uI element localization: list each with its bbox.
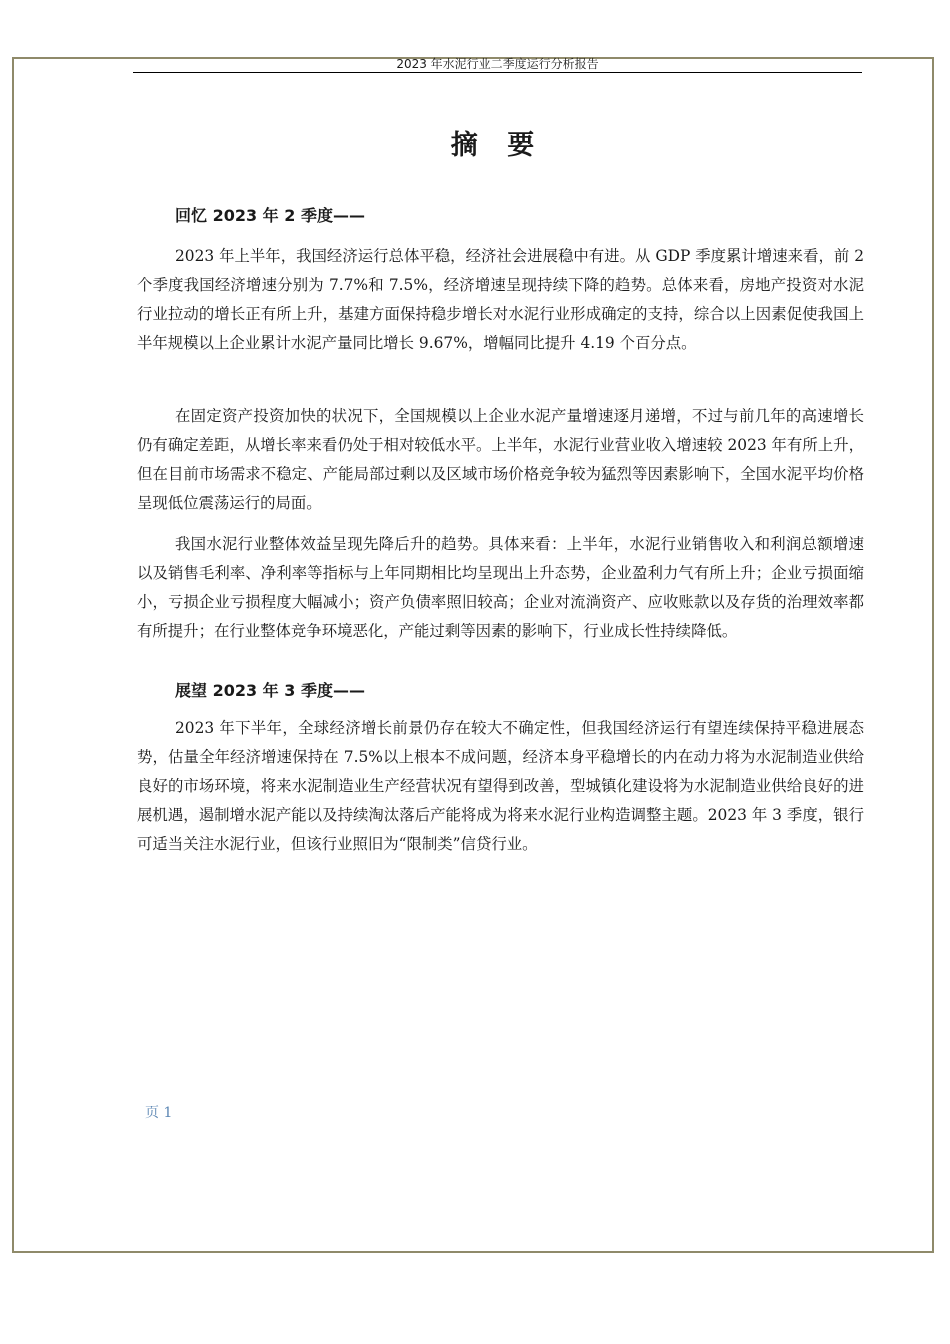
section-heading-outlook: 展望 2023 年 3 季度—— xyxy=(175,681,365,700)
paragraph-review-production: 在固定资产投资加快的状况下，全国规模以上企业水泥产量增速逐月递增，不过与前几年的高速增长仍有确定差距，从增长率来看仍处于相对较低水平。上半年，水泥行业营业收入增速较 2023 年有所上升，但在目前市场需求不稳定、产能局部过剩以及区域市场价格竞争较为猛烈等因素影响下，全国水泥平均价格呈现低位震荡运行的局面。 xyxy=(137,407,864,512)
running-header: 2023 年水泥行业二季度运行分析报告 xyxy=(133,56,862,73)
section-heading-review: 回忆 2023 年 2 季度—— xyxy=(175,206,365,225)
paragraph-review-overview: 2023 年上半年，我国经济运行总体平稳，经济社会进展稳中有进。从 GDP 季度累计增速来看，前 2 个季度我国经济增速分别为 7.7%和 7.5%，经济增速呈现持续下降的趋势。总体来看，房地产投资对水泥行业拉动的增长正有所上升，基建方面保持稳步增长对水泥行业形成确定的支持，综合以上因素促使我国上半年规模以上企业累计水泥产量同比增长 9.67%，增幅同比提升 4.19 个百分点。 xyxy=(137,247,864,352)
document-title: 摘 要 xyxy=(450,130,545,161)
page-number: 页 1 xyxy=(145,1105,173,1121)
paragraph-outlook: 2023 年下半年，全球经济增长前景仍存在较大不确定性，但我国经济运行有望连续保持平稳进展态势，估量全年经济增速保持在 7.5%以上根本不成问题，经济本身平稳增长的内在动力将为水泥制造业供给良好的市场环境，将来水泥制造业生产经营状况有望得到改善，型城镇化建设将为水泥制造业供给良好的进展机遇，遏制增水泥产能以及持续淘汰落后产能将成为将来水泥行业构造调整主题。2023 年 3 季度，银行可适当关注水泥行业，但该行业照旧为“限制类”信贷行业。 xyxy=(137,719,864,853)
page-border xyxy=(12,57,934,1253)
paragraph-review-efficiency: 我国水泥行业整体效益呈现先降后升的趋势。具体来看：上半年，水泥行业销售收入和利润总额增速以及销售毛利率、净利率等指标与上年同期相比均呈现出上升态势，企业盈利力气有所上升；企业亏损面缩小，亏损企业亏损程度大幅减小；资产负债率照旧较高；企业对流淌资产、应收账款以及存货的治理效率都有所提升；在行业整体竞争环境恶化，产能过剩等因素的影响下，行业成长性持续降低。 xyxy=(137,535,864,640)
